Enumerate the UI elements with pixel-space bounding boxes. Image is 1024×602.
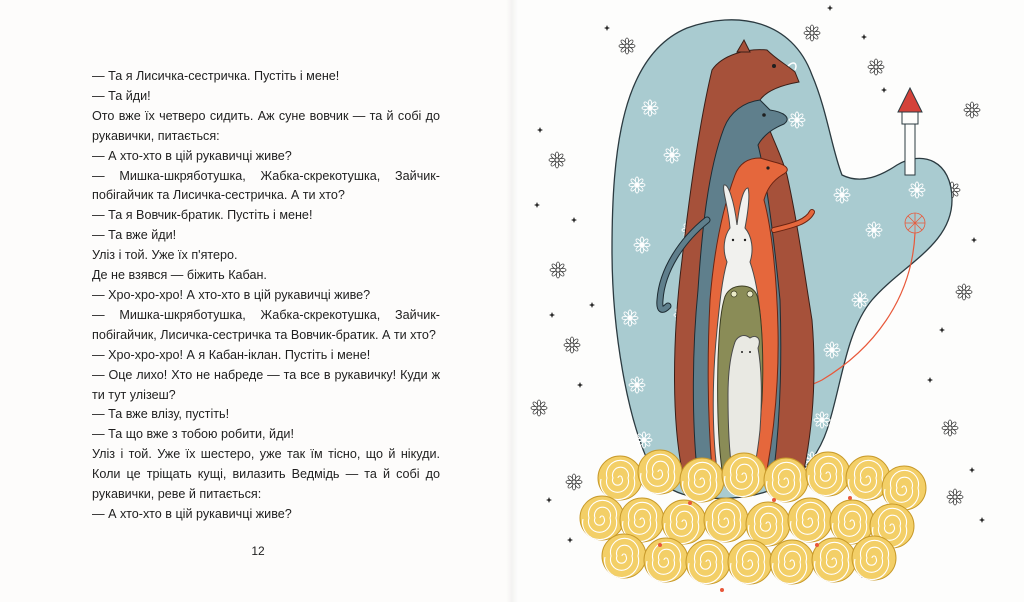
paragraph: — Та що вже з тобою робити, йди! [92,427,294,442]
paragraph: Ото вже їх четверо сидить. Аж суне вовчик — та й собі до рукавички, питається: [92,108,440,143]
paragraph: — Та вже влізу, пустіть! [92,407,230,422]
paragraph: — Мишка-шкряботушка, Жабка-скрекотушка, Зайчик-побігайчик та Лисичка-сестричка. А ти хто? [92,168,440,203]
paragraph: — Та йди! [92,88,151,103]
paragraph: — Та вже йди! [92,228,177,243]
paragraph: — Хро-хро-хро! А я Кабан-іклан. Пустіть і мене! [92,347,371,362]
paragraph: — Мишка-шкряботушка, Жабка-скрекотушка, Зайчик-побігайчик, Лисичка-сестричка та Вовчик-братик. А ти хто? [92,307,440,342]
paragraph: — А хто-хто в цій рукавичці живе? [92,506,292,521]
mouse [728,336,761,470]
paragraph: Уліз і той. Уже їх шестеро, уже так їм тісно, що й нікуди. Коли це тріщать кущі, вилазить Ведмідь — та й собі до рукавички, реве й питається: [92,447,440,502]
book-spine [506,0,518,602]
paragraph: — Та я Вовчик-братик. Пустіть і мене! [92,208,313,223]
golden-clouds [580,450,926,592]
story-text [92,67,440,525]
paragraph: Уліз і той. Уже їх п'ятеро. [92,248,238,263]
paragraph: — Та я Лисичка-сестричка. Пустіть і мене! [92,69,340,83]
paragraph: — А хто-хто в цій рукавичці живе? [92,148,292,163]
paragraph: — Оце лихо! Хто не набреде — та все в рукавичку! Куди ж ти тут улізеш? [92,367,440,402]
paragraph: — Хро-хро-хро! А хто-хто в цій рукавичці живе? [92,287,371,302]
page-number: 12 [251,544,265,558]
mitten-illustration [512,0,1024,602]
paragraph: Де не взявся — біжить Кабан. [92,268,267,283]
right-page [512,0,1024,602]
